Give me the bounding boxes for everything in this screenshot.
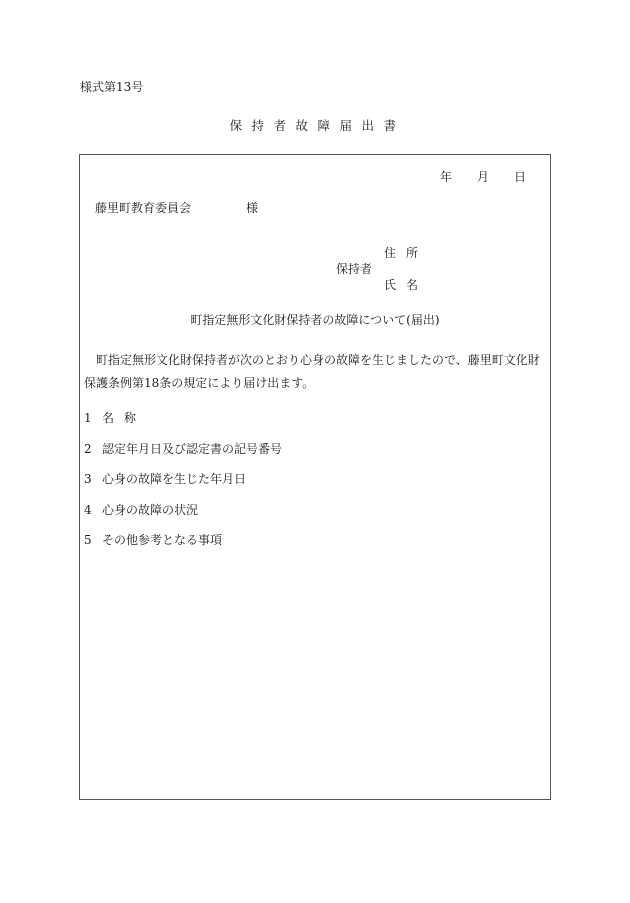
date-month-label: 月	[477, 170, 490, 184]
item-number: 2	[84, 442, 92, 456]
date-day-label: 日	[514, 170, 527, 184]
addressee: 藤里町教育委員会	[95, 201, 192, 215]
item-label: その他参考となる事項	[102, 533, 223, 547]
list-item	[84, 411, 146, 425]
list-item	[84, 472, 246, 486]
list-item	[84, 533, 222, 547]
document-title: 保持者故障届出書	[229, 118, 406, 133]
form-number: 様式第13号	[80, 80, 144, 94]
item-number: 3	[84, 472, 92, 486]
list-item	[84, 503, 198, 517]
item-number: 1	[84, 411, 92, 425]
date-line	[440, 170, 526, 184]
holder-address-label: 住所	[384, 246, 429, 260]
date-year-label: 年	[440, 170, 453, 184]
item-label: 認定年月日及び認定書の記号番号	[102, 442, 283, 456]
holder-name-label: 氏名	[384, 278, 429, 292]
item-label: 心身の故障を生じた年月日	[102, 472, 247, 486]
list-item	[84, 442, 282, 456]
item-label: 心身の故障の状況	[102, 503, 199, 517]
subject-line: 町指定無形文化財保持者の故障について(届出)	[190, 313, 440, 327]
item-number: 5	[84, 533, 92, 547]
body-text: 町指定無形文化財保持者が次のとおり心身の故障を生じましたので、藤里町文化財保護条例第18条の規定により届け出ます。	[84, 353, 540, 390]
item-label: 名称	[102, 411, 147, 425]
item-number: 4	[84, 503, 92, 517]
holder-label: 保持者	[336, 262, 373, 276]
addressee-suffix: 様	[246, 201, 259, 215]
